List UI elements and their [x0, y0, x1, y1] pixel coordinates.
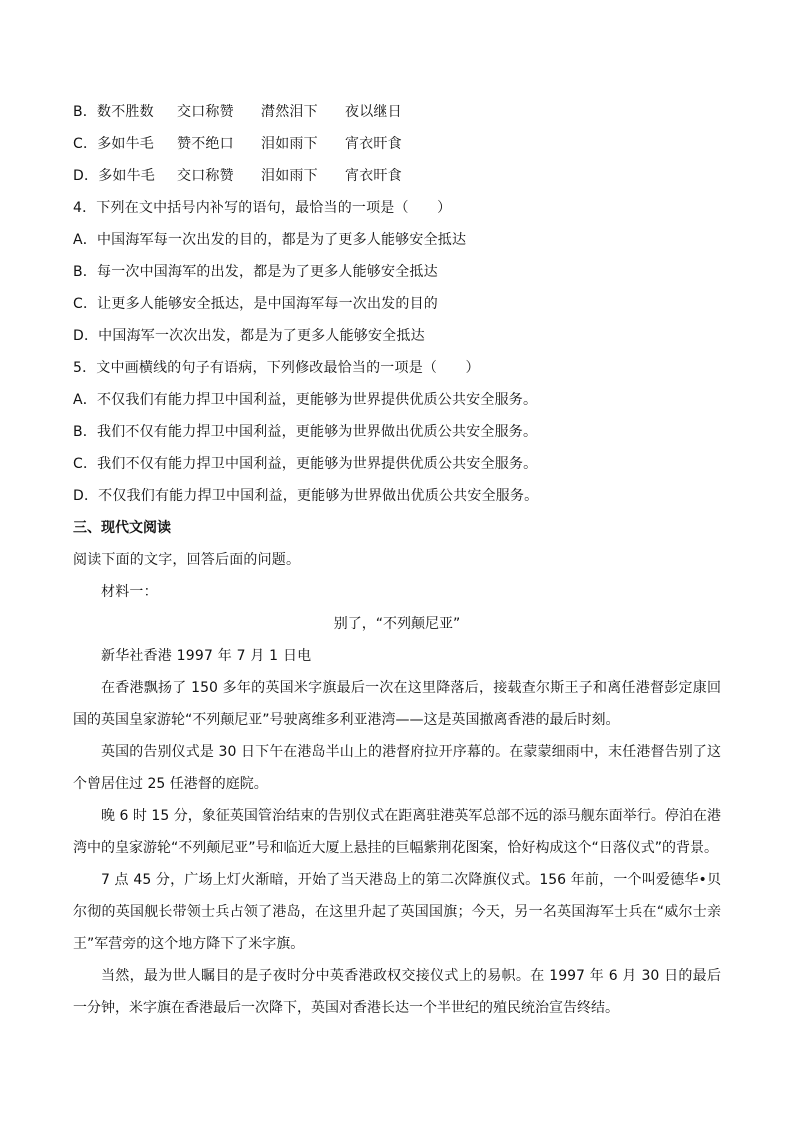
q4-option-d: D．中国海军一次次出发，都是为了更多人能够安全抵达: [73, 328, 425, 344]
q3-option-word: 数不胜数: [97, 104, 154, 120]
q3-option-word: 多如牛毛: [98, 168, 155, 184]
q3-option-word: 宵衣旰食: [345, 168, 402, 184]
q4-option-a: A．中国海军每一次出发的目的，都是为了更多人能够安全抵达: [73, 232, 467, 248]
q5-stem: 5．文中画横线的句子有语病，下列修改最恰当的一项是（ ）: [73, 360, 480, 376]
q3-option-word: 泪如雨下: [261, 136, 318, 152]
q5-option-c: C．我们不仅有能力捍卫中国利益，更能够为世界提供优质公共安全服务。: [73, 456, 538, 472]
q3-option-d: [73, 160, 721, 192]
section-heading: 三、现代文阅读: [73, 520, 171, 536]
q3-option-word: 多如牛毛: [97, 136, 154, 152]
q3-option-label: C．: [73, 136, 98, 152]
article-paragraph: 7 点 45 分，广场上灯火渐暗，开始了当天港岛上的第二次降旗仪式。156 年前，一个叫爱德华•贝尔彻的英国舰长带领士兵占领了港岛，在这里升起了英国国旗；今天，另一名英国海军士兵在“威尔士亲王”军营旁的这个地方降下了米字旗。: [73, 872, 721, 952]
q3-option-label: B．: [73, 104, 98, 120]
article-paragraph: 晚 6 时 15 分，象征英国管治结束的告别仪式在距离驻港英军总部不远的添马舰东面举行。停泊在港湾中的皇家游轮“不列颠尼亚”号和临近大厦上悬挂的巨幅紫荆花图案，恰好构成这个“日落仪式”的背景。: [73, 808, 721, 856]
q4-stem: 4．下列在文中括号内补写的语句，最恰当的一项是（ ）: [73, 200, 452, 216]
article-paragraph: 当然，最为世人瞩目的是子夜时分中英香港政权交接仪式上的易帜。在 1997 年 6 月 30 日的最后一分钟，米字旗在香港最后一次降下，英国对香港长达一个半世纪的殖民统治宣告终结。: [73, 968, 721, 1016]
q3-option-word: 宵衣旰食: [345, 136, 402, 152]
q3-option-word: 泪如雨下: [261, 168, 318, 184]
article-paragraph: 在香港飘扬了 150 多年的英国米字旗最后一次在这里降落后，接载查尔斯王子和离任港督彭定康回国的英国皇家游轮“不列颠尼亚”号驶离维多利亚港湾——这是英国撤离香港的最后时刻。: [73, 680, 721, 728]
q3-option-b: [73, 96, 721, 128]
q3-option-c: [73, 128, 721, 160]
q4-option-c: C．让更多人能够安全抵达，是中国海军每一次出发的目的: [73, 296, 438, 312]
material-label: 材料一：: [101, 584, 158, 600]
q3-option-word: 潸然泪下: [261, 104, 318, 120]
q3-option-word: 夜以继日: [345, 104, 402, 120]
q5-option-d: D．不仅我们有能力捍卫中国利益，更能够为世界做出优质公共安全服务。: [73, 488, 539, 504]
q3-option-label: D．: [73, 168, 99, 184]
q3-option-word: 交口称赞: [177, 104, 234, 120]
article-title: 别了，“不列颠尼亚”: [333, 616, 461, 632]
q5-option-a: A．不仅我们有能力捍卫中国利益，更能够为世界提供优质公共安全服务。: [73, 392, 538, 408]
article-paragraph: 英国的告别仪式是 30 日下午在港岛半山上的港督府拉开序幕的。在蒙蒙细雨中，末任港督告别了这个曾居住过 25 任港督的庭院。: [73, 744, 721, 792]
reading-instruction: 阅读下面的文字，回答后面的问题。: [73, 552, 301, 568]
q3-option-word: 交口称赞: [177, 168, 234, 184]
article-dateline: 新华社香港 1997 年 7 月 1 日电: [101, 648, 312, 664]
q5-option-b: B．我们不仅有能力捍卫中国利益，更能够为世界做出优质公共安全服务。: [73, 424, 538, 440]
q4-option-b: B．每一次中国海军的出发，都是为了更多人能够安全抵达: [73, 264, 438, 280]
q3-option-word: 赞不绝口: [177, 136, 234, 152]
page-content: [73, 96, 721, 1024]
